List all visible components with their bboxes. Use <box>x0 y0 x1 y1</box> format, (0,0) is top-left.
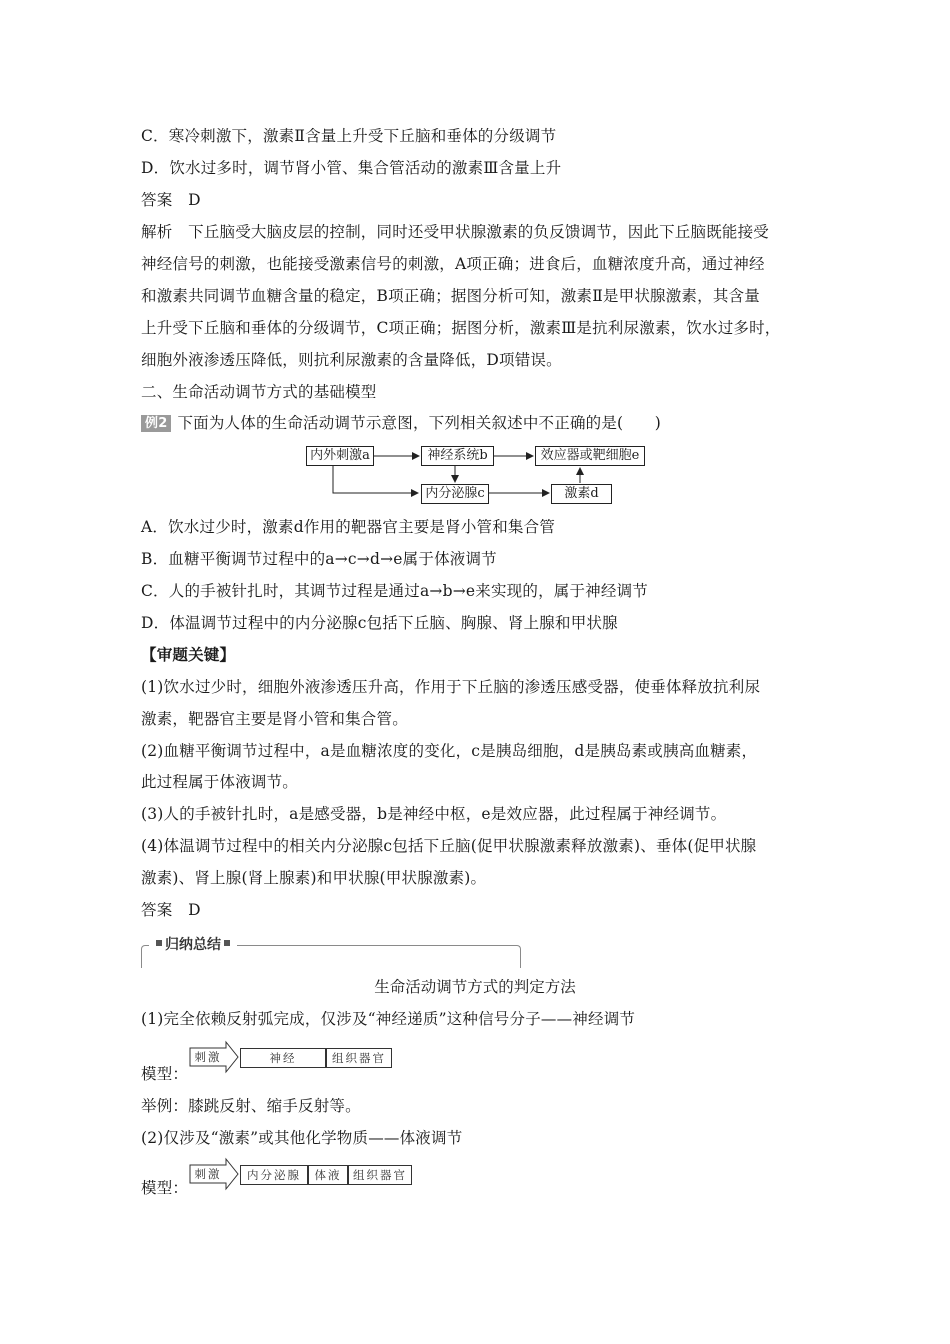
example-line: 举例：膝跳反射、缩手反射等。 <box>141 1097 361 1115</box>
section-heading: 二、生命活动调节方式的基础模型 <box>141 383 377 401</box>
model-1-box-stimulus: 刺激 <box>194 1050 222 1064</box>
summary-point-2: (2)仅涉及“激素”或其他化学物质——体液调节 <box>141 1129 463 1147</box>
model-2-box-organ: 组织器官 <box>348 1165 412 1185</box>
analysis-line-1: 解析 下丘脑受大脑皮层的控制，同时还受甲状腺激素的负反馈调节，因此下丘脑既能接受 <box>141 223 770 241</box>
model-2-box-gland: 内分泌腺 <box>240 1165 308 1185</box>
analysis-line-2: 神经信号的刺激，也能接受激素信号的刺激，A项正确；进食后，血糖浓度升高，通过神经 <box>141 255 765 273</box>
answer-1: 答案 D <box>141 191 201 209</box>
analysis-line-4: 上升受下丘脑和垂体的分级调节，C项正确；据图分析，激素Ⅲ是抗利尿激素，饮水过多时， <box>141 319 781 337</box>
model-1-box-organ: 组织器官 <box>326 1048 392 1068</box>
key-point-3: (3)人的手被针扎时，a是感受器，b是神经中枢，e是效应器，此过程属于神经调节。 <box>141 805 727 823</box>
key-point-2a: (2)血糖平衡调节过程中，a是血糖浓度的变化，c是胰岛细胞，d是胰岛素或胰高血糖素， <box>141 742 758 760</box>
analysis-line-5: 细胞外液渗透压降低，则抗利尿激素的含量降低，D项错误。 <box>141 351 562 369</box>
option-c-prev: C．寒冷刺激下，激素Ⅱ含量上升受下丘脑和垂体的分级调节 <box>141 127 557 145</box>
key-point-1b: 激素，靶器官主要是肾小管和集合管。 <box>141 710 408 728</box>
option-d-prev: D．饮水过多时，调节肾小管、集合管活动的激素Ⅲ含量上升 <box>141 159 562 177</box>
diagram-box-gland-c: 内分泌腺c <box>421 484 489 504</box>
key-point-4b: 激素)、肾上腺(肾上腺素)和甲状腺(甲状腺激素)。 <box>141 869 487 887</box>
diagram-box-hormone-d: 激素d <box>551 484 612 504</box>
answer-2: 答案 D <box>141 901 201 919</box>
model-label-2: 模型： <box>141 1179 189 1197</box>
summary-label-text: 归纳总结 <box>165 937 221 953</box>
summary-point-1: (1)完全依赖反射弧完成，仅涉及“神经递质”这种信号分子——神经调节 <box>141 1010 636 1028</box>
model-2-box-stimulus: 刺激 <box>194 1167 222 1181</box>
example-tag: 例2 <box>141 415 171 432</box>
example-question-text: 下面为人体的生命活动调节示意图，下列相关叙述中不正确的是( ) <box>177 414 661 432</box>
option-b: B．血糖平衡调节过程中的a→c→d→e属于体液调节 <box>141 550 497 568</box>
analysis-line-3: 和激素共同调节血糖含量的稳定，B项正确；据图分析可知，激素Ⅱ是甲状腺激素，其含量 <box>141 287 760 305</box>
option-d: D．体温调节过程中的内分泌腺c包括下丘脑、胸腺、肾上腺和甲状腺 <box>141 614 618 632</box>
key-points-title: 【审题关键】 <box>141 645 236 664</box>
key-point-4a: (4)体温调节过程中的相关内分泌腺c包括下丘脑(促甲状腺激素释放激素)、垂体(促甲状腺 <box>141 837 757 855</box>
summary-title: 生命活动调节方式的判定方法 <box>374 978 576 996</box>
diagram-box-nervous-b: 神经系统b <box>421 446 494 466</box>
key-point-2b: 此过程属于体液调节。 <box>141 773 299 791</box>
diagram-box-effector-e: 效应器或靶细胞e <box>535 446 645 466</box>
key-point-1a: (1)饮水过少时，细胞外液渗透压升高，作用于下丘脑的渗透压感受器，使垂体释放抗利尿 <box>141 678 761 696</box>
model-2-box-fluid: 体液 <box>308 1165 348 1185</box>
option-a: A．饮水过少时，激素d作用的靶器官主要是肾小管和集合管 <box>141 518 556 536</box>
model-label-1: 模型： <box>141 1065 189 1083</box>
model-1-box-nerve: 神经 <box>240 1048 326 1068</box>
diagram-box-stimulus-a: 内外刺激a <box>306 446 374 466</box>
option-c: C．人的手被针扎时，其调节过程是通过a→b→e来实现的，属于神经调节 <box>141 582 648 600</box>
